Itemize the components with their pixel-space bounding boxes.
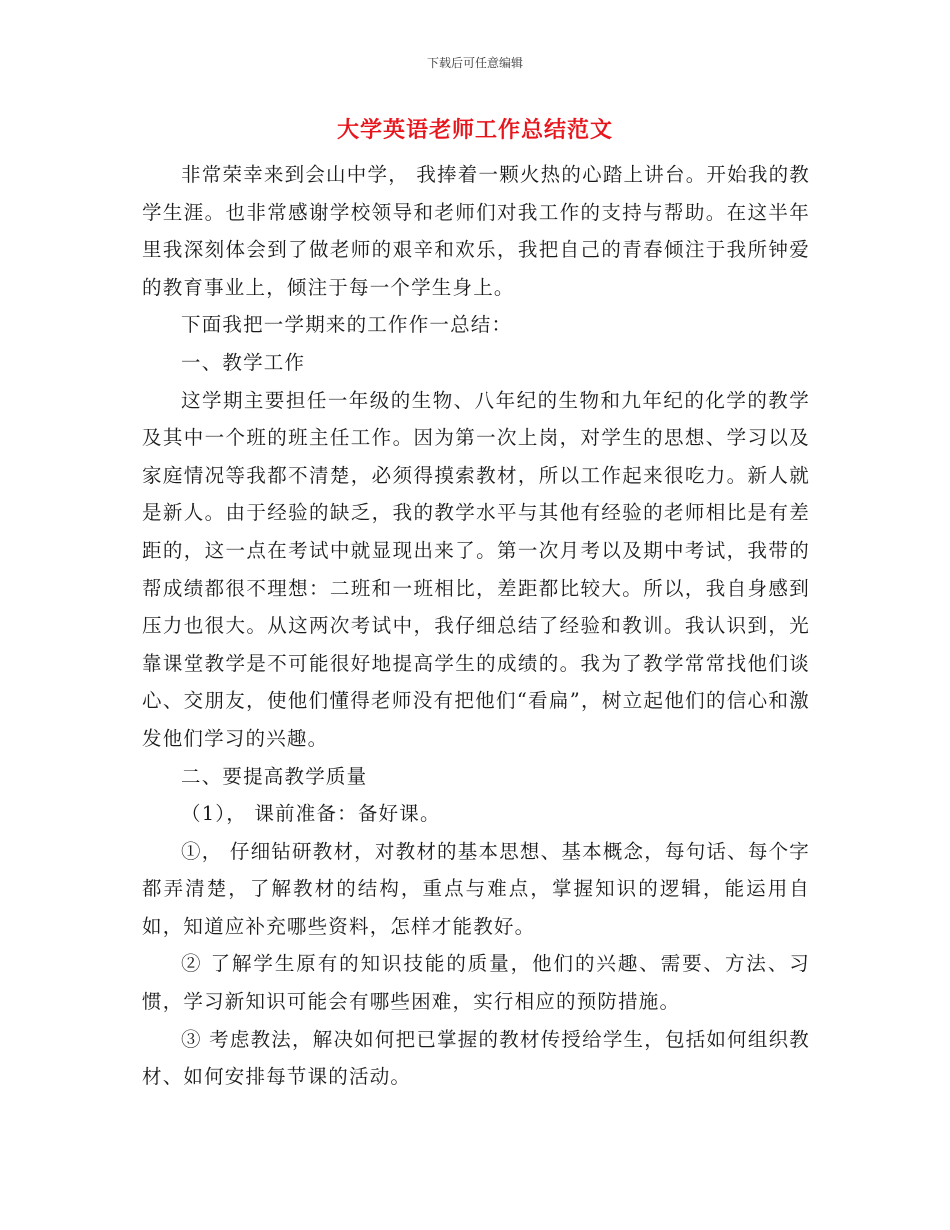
paragraph: 这学期主要担任一年级的生物、八年纪的生物和九年纪的化学的教学及其中一个班的班主任工作。因为第一次上岗，对学生的思想、学习以及家庭情况等我都不清楚，必须得摸索教材，所以工作起来很吃力。新人就是新人。由于经验的缺乏，我的教学水平与其他有经验的老师相比是有差距的，这一点在考试中就显现出来了。第一次月考以及期中考试，我带的帮成绩都很不理想：二班和一班相比，差距都比较大。所以，我自身感到压力也很大。从这两次考试中，我仔细总结了经验和教训。我认识到，光靠课堂教学是不可能很好地提高学生的成绩的。我为了教学常常找他们谈心、交朋友，使他们懂得老师没有把他们“看扁”，树立起他们的信心和激发他们学习的兴趣。 — [142, 388, 810, 750]
section-heading: 二、要提高教学质量 — [181, 764, 368, 788]
paragraph: 下面我把一学期来的工作作一总结： — [181, 313, 513, 337]
list-item: ①， 仔细钻研教材，对教材的基本思想、基本概念，每句话、每个字都弄清楚，了解教材的结构，重点与难点，掌握知识的逻辑，能运用自如，知道应补充哪些资料，怎样才能教好。 — [142, 839, 810, 938]
document-title: 大学英语老师工作总结范文 — [336, 118, 613, 143]
list-item: ③ 考虑教法，解决如何把已掌握的教材传授给学生，包括如何组织教材、如何安排每节课的活动。 — [142, 1027, 810, 1089]
section-heading: 一、教学工作 — [181, 350, 306, 374]
paragraph: 非常荣幸来到会山中学， 我捧着一颗火热的心踏上讲台。开始我的教学生涯。也非常感谢学校领导和老师们对我工作的支持与帮助。在这半年里我深刻体会到了做老师的艰辛和欢乐，我把自己的青春倾注于我所钟爱的教育事业上，倾注于每一个学生身上。 — [142, 163, 810, 299]
header-note: 下载后可任意编辑 — [426, 56, 523, 70]
subsection-heading: （1）， 课前准备：备好课。 — [181, 802, 441, 826]
document-body — [142, 156, 810, 1096]
list-item: ② 了解学生原有的知识技能的质量，他们的兴趣、需要、方法、习惯，学习新知识可能会有哪些困难，实行相应的预防措施。 — [142, 952, 810, 1014]
